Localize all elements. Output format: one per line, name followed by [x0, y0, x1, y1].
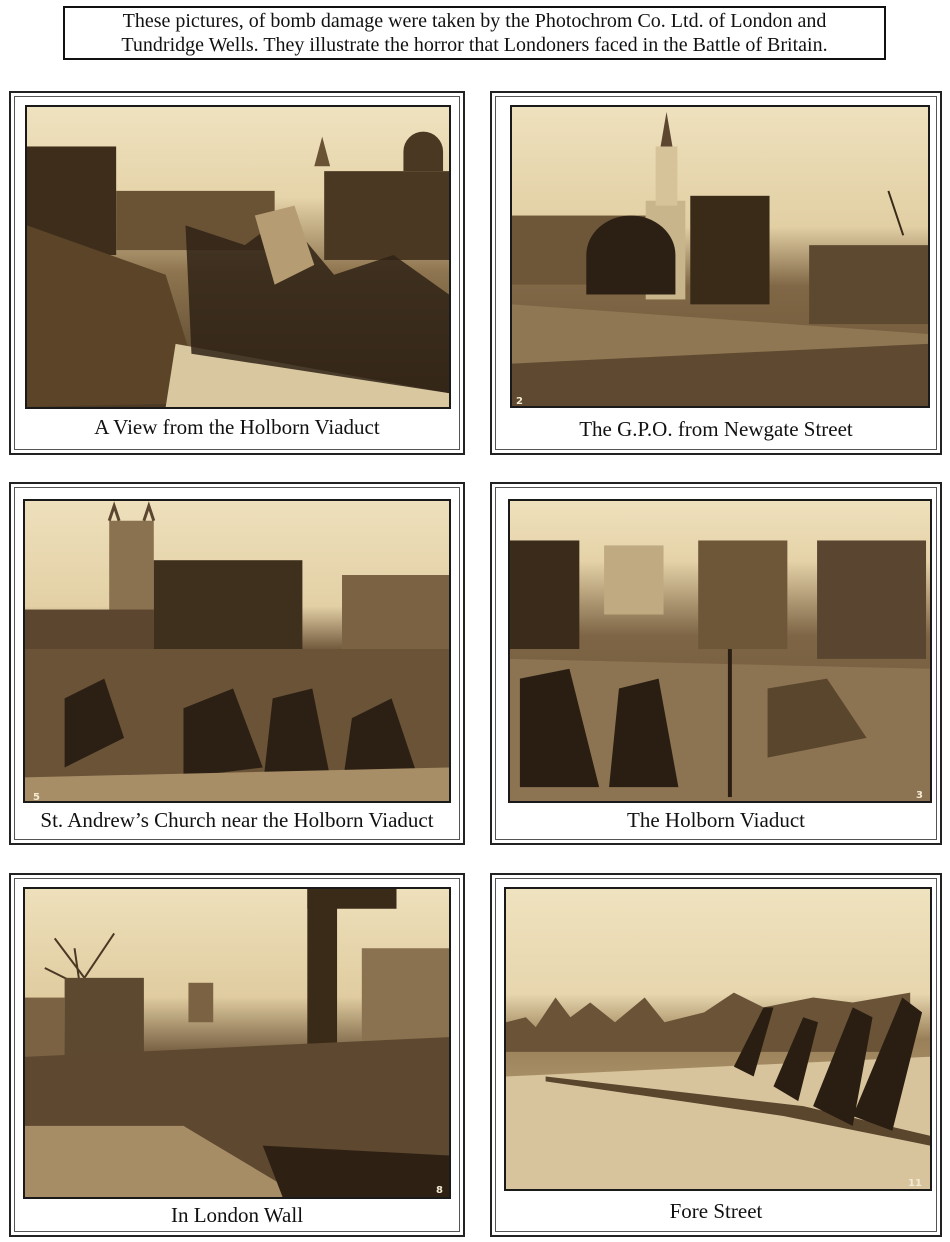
- photo-fore-street: [504, 887, 932, 1191]
- plate-number: 8: [436, 1185, 443, 1196]
- photo-card-gpo-newgate: [490, 91, 942, 455]
- photo-caption: In London Wall: [170, 1203, 304, 1227]
- header-line-2: Tundridge Wells. They illustrate the horror that Londoners faced in the Battle of Britain.: [121, 34, 828, 56]
- plate-number: 3: [916, 790, 923, 801]
- photo-card-fore-street: [490, 873, 942, 1237]
- photo-caption: Fore Street: [669, 1199, 763, 1223]
- photo-card-london-wall: [9, 873, 465, 1237]
- plate-number: 5: [33, 792, 40, 803]
- photo-holborn-viaduct: [508, 499, 932, 803]
- photo-gpo-newgate: [510, 105, 930, 408]
- plate-number: 11: [908, 1178, 922, 1189]
- header-line-1: These pictures, of bomb damage were taken by the Photochrom Co. Ltd. of London and: [122, 10, 827, 32]
- plate-number: 2: [516, 396, 523, 407]
- photo-card-holborn-viaduct-view: [9, 91, 465, 455]
- header-notice: [63, 6, 886, 60]
- photo-caption: St. Andrew’s Church near the Holborn Viaduct: [40, 808, 434, 832]
- photo-card-holborn-viaduct: [490, 482, 942, 845]
- photo-caption: The G.P.O. from Newgate Street: [579, 417, 853, 441]
- photo-london-wall: [23, 887, 451, 1199]
- photo-holborn-viaduct-view: [25, 105, 451, 409]
- photo-st-andrews-church: [23, 499, 451, 803]
- photo-caption: The Holborn Viaduct: [627, 808, 805, 832]
- photo-card-st-andrews: [9, 482, 465, 845]
- photo-caption: A View from the Holborn Viaduct: [94, 415, 380, 439]
